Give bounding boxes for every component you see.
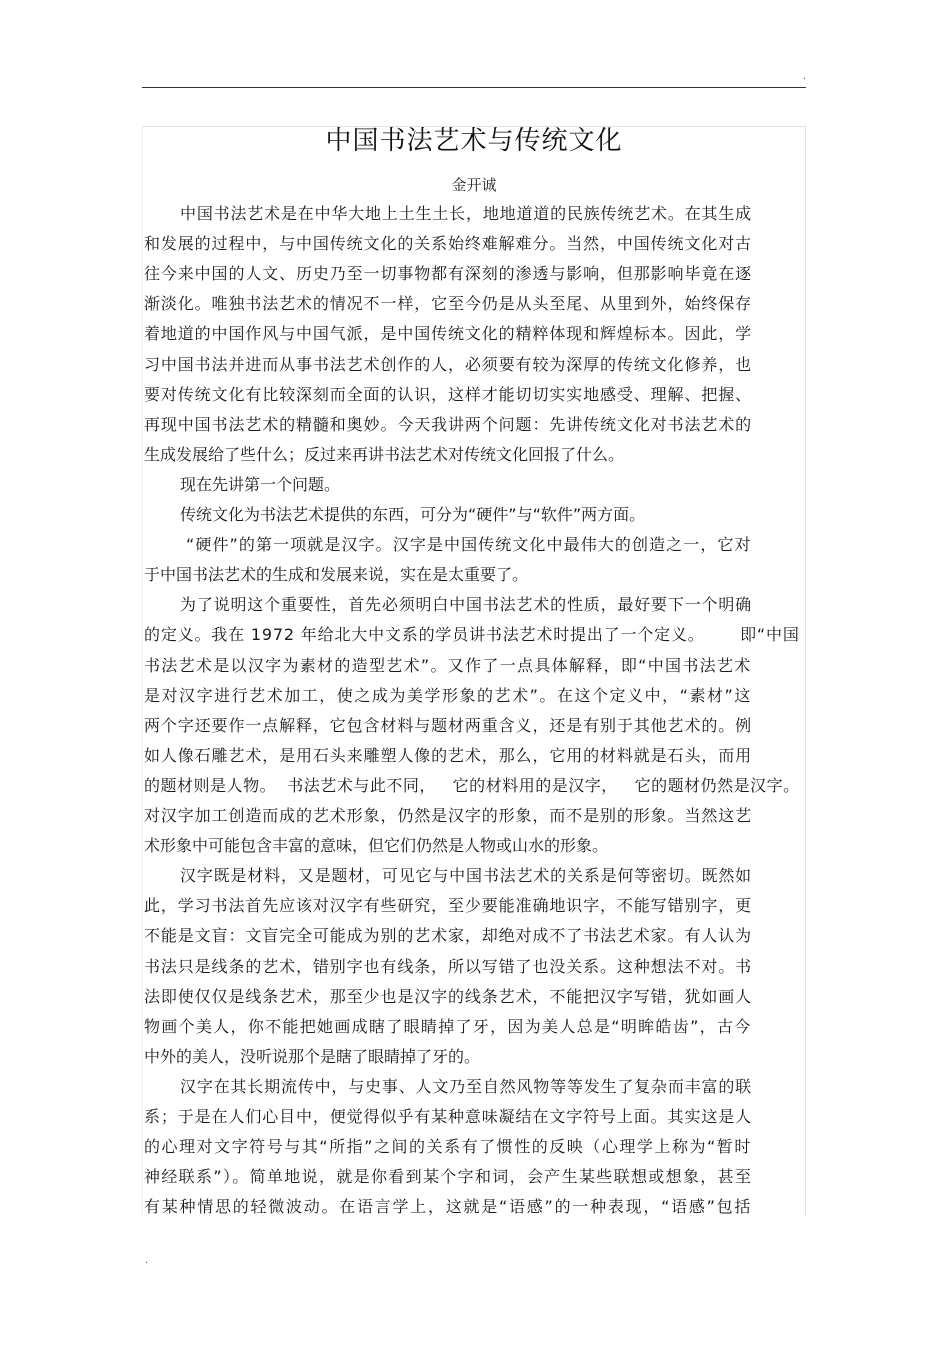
footer-mark: . [145,1255,149,1266]
body-line: 的题材则是人物。 书法艺术与此不同， 它的材料用的是汉字， 它的题材仍然是汉字。 [144,776,800,795]
body-line: 再现中国书法艺术的精髓和奥妙。今天我讲两个问题：先讲传统文化对书法艺术的 [144,415,753,434]
body-line: 往今来中国的人文、历史乃至一切事物都有深刻的渗透与影响，但那影响毕竟在逐 [144,264,753,283]
body-line: 物画个美人，你不能把她画成瞎了眼睛掉了牙，因为美人总是“明眸皓齿”，古今 [144,1017,752,1036]
body-line: 传统文化为书法艺术提供的东西，可分为“硬件”与“软件”两方面。 [180,505,646,524]
body-line: 着地道的中国作风与中国气派，是中国传统文化的精粹体现和辉煌标本。因此，学 [144,324,753,343]
body-line: 法即使仅仅是线条艺术，那至少也是汉字的线条艺术，不能把汉字写错，犹如画人 [144,987,753,1006]
body-line: 于中国书法艺术的生成和发展来说，实在是太重要了。 [144,565,529,584]
body-line: 此，学习书法首先应该对汉字有些研究，至少要能准确地识字，不能写错别字，更 [144,896,753,915]
body-line: 是对汉字进行艺术加工，使之成为美学形象的艺术”。在这个定义中，“素材”这 [144,686,752,705]
article-author: 金开诚 [451,176,497,194]
body-line: 要对传统文化有比较深刻而全面的认识，这样才能切切实实地感受、理解、把握、 [144,385,753,404]
body-line: 对汉字加工创造而成的艺术形象，仍然是汉字的形象，而不是别的形象。当然这艺 [144,806,753,825]
article-title: 中国书法艺术与传统文化 [325,126,623,156]
body-line: “硬件”的第一项就是汉字。汉字是中国传统文化中最伟大的创造之一，它对 [186,535,752,554]
body-line: 的心理对文字符号与其“所指”之间的关系有了惯性的反映（心理学上称为“暂时 [144,1137,752,1156]
body-line: 中外的美人，没听说那个是瞎了眼睛掉了牙的。 [144,1047,481,1066]
body-line: 习中国书法并进而从事书法艺术创作的人，必须要有较为深厚的传统文化修养，也 [144,355,753,374]
body-line: 生成发展给了些什么；反过来再讲书法艺术对传统文化回报了什么。 [144,445,625,464]
header-mark: . [803,71,807,82]
body-line: 不能是文盲：文盲完全可能成为别的艺术家，却绝对成不了书法艺术家。有人认为 [144,926,753,945]
body-line: 汉字在其长期流传中，与史事、人文乃至自然风物等等发生了复杂而丰富的联 [180,1077,753,1096]
header-rule [142,87,806,88]
body-line: 中国书法艺术是在中华大地上土生土长，地地道道的民族传统艺术。在其生成 [180,204,753,223]
body-line: 书法艺术是以汉字为素材的造型艺术”。又作了一点具体解释，即“中国书法艺术 [144,656,752,675]
body-line: 为了说明这个重要性，首先必须明白中国书法艺术的性质，最好要下一个明确 [180,595,753,614]
body-line: 系；于是在人们心目中，便觉得似乎有某种意味凝结在文字符号上面。其实这是人 [144,1107,753,1126]
body-line: 的定义。我在 1972 年给北大中文系的学员讲书法艺术时提出了一个定义。 即“中国 [144,625,800,644]
body-line: 神经联系”）。简单地说，就是你看到某个字和词，会产生某些联想或想象，甚至 [144,1167,753,1186]
body-line: 有某种情思的轻微波动。在语言学上，这就是“语感”的一种表现，“语感”包括 [144,1197,753,1216]
body-line: 术形象中可能包含丰富的意味，但它们仍然是人物或山水的形象。 [144,836,609,855]
body-line: 如人像石雕艺术，是用石头来雕塑人像的艺术，那么，它用的材料就是石头，而用 [144,746,753,765]
body-line: 渐淡化。唯独书法艺术的情况不一样，它至今仍是从头至尾、从里到外，始终保存 [144,294,753,313]
body-line: 和发展的过程中，与中国传统文化的关系始终难解难分。当然，中国传统文化对古 [144,234,753,253]
body-line: 书法只是线条的艺术，错别字也有线条，所以写错了也没关系。这种想法不对。书 [144,957,753,976]
body-line: 现在先讲第一个问题。 [180,475,341,494]
body-line: 汉字既是材料，又是题材，可见它与中国书法艺术的关系是何等密切。既然如 [180,866,753,885]
body-line: 两个字还要作一点解释，它包含材料与题材两重含义，还是有别于其他艺术的。例 [144,716,753,735]
